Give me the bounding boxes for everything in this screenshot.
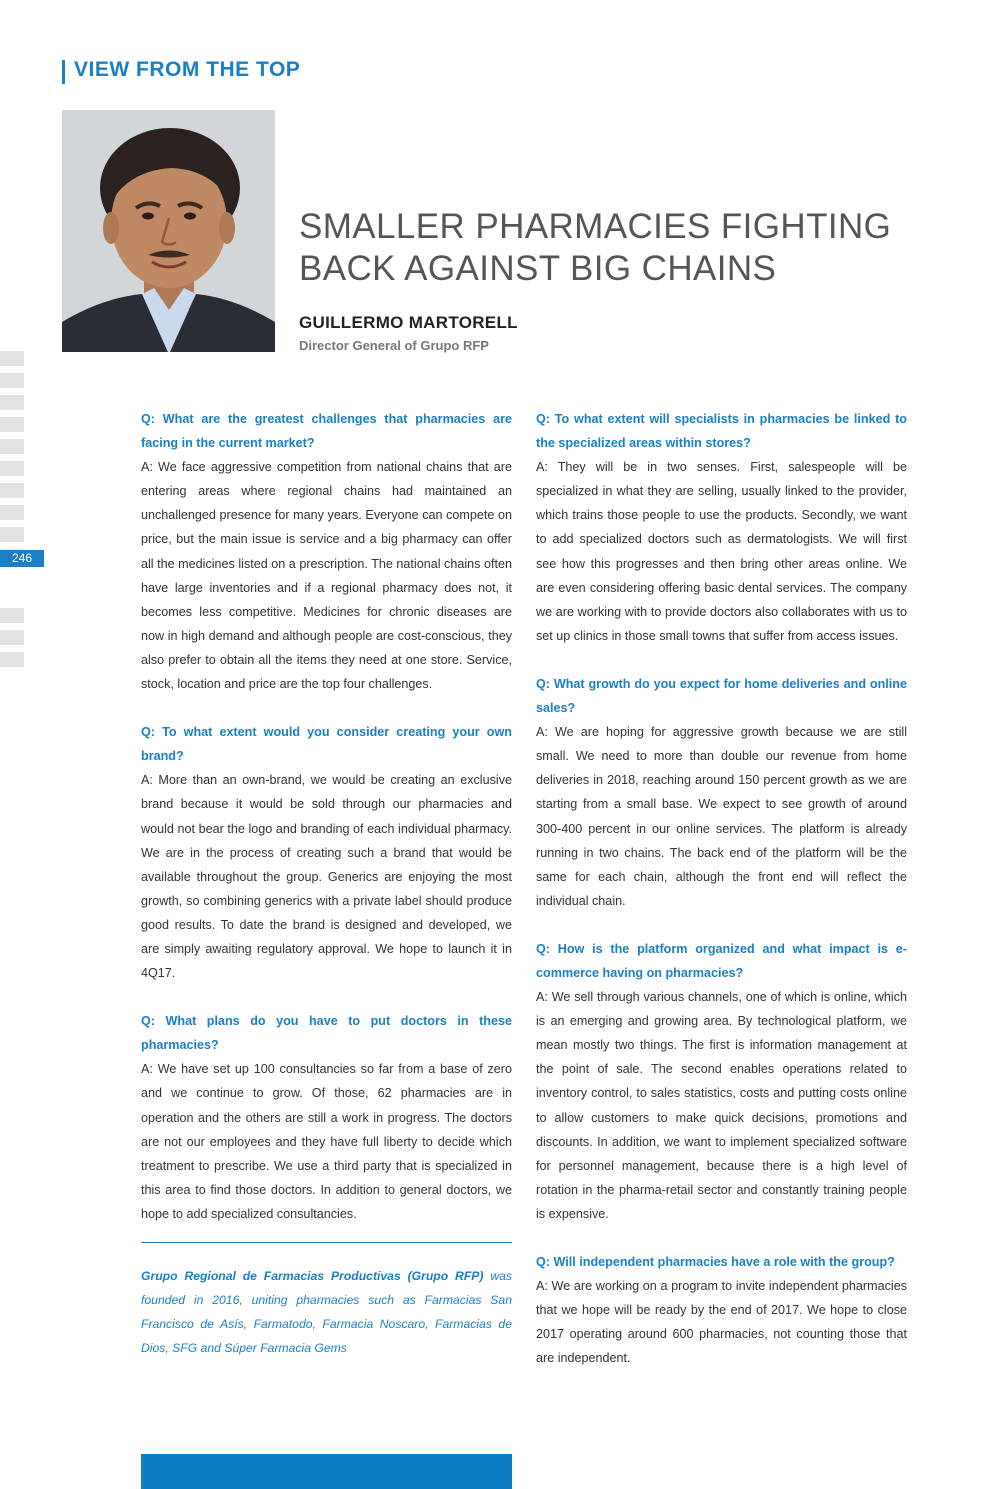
side-tab	[0, 483, 24, 498]
question: Q: What growth do you expect for home deliveries and online sales?	[536, 676, 907, 716]
question: Q: What are the greatest challenges that pharmacies are facing in the current market?	[141, 412, 512, 451]
interviewee-name: GUILLERMO MARTORELL	[299, 313, 518, 332]
side-tab-strip	[0, 351, 24, 674]
side-tab	[0, 439, 24, 454]
side-tab	[0, 395, 24, 410]
answer: A: They will be in two senses. First, salespeople will be specialized in what they are selling, usually linked to the provider, which trains those people to use the products. Secondly, we want to add specialized doctors such as dermatologists. We will first see how this progresses and then bring other areas online. We are even considering offering basic dental services. The company we are working with to provide doctors also collaborates with us to set up clinics in those small towns that suffer from access issues.	[536, 460, 907, 643]
answer: A: We are working on a program to invite independent pharmacies that we hope will be ready by the end of 2017. We hope to close 2017 operating around 600 pharmacies, not counting those that are independent.	[536, 1279, 907, 1366]
interviewee-role: Director General of Grupo RFP	[299, 338, 489, 353]
qa-block	[141, 407, 512, 696]
side-tab	[0, 461, 24, 476]
qa-block	[536, 937, 907, 1226]
answer: A: We sell through various channels, one of which is online, which is an emerging and growing area. By technological platform, we mean mostly two things. The first is information management at the point of sale. The second enables operations related to inventory control, to sales statistics, costs and putting costs online to allow customers to make quick decisions, promotions and discounts. In addition, we want to implement specialized software for personnel management, because there is a high level of rotation in the pharma-retail sector and constantly training people is expensive.	[536, 990, 907, 1221]
company-note	[141, 1264, 512, 1360]
answer: A: We have set up 100 consultancies so far from a base of zero and we continue to grow. Of those, 62 pharmacies are in operation and the others are still a work in progress. The doctors are not our employees and they have full liberty to decide which treatment to prescribe. We use a third party that is specialized in this area to find those doctors. In addition to general doctors, we hope to add specialized consultancies.	[141, 1062, 512, 1221]
question: Q: What plans do you have to put doctors in these pharmacies?	[141, 1014, 512, 1053]
section-title: VIEW FROM THE TOP	[74, 58, 301, 81]
answer: A: We are hoping for aggressive growth because we are still small. We need to more than double our revenue from home deliveries in 2018, reaching around 150 percent growth as we are starting from a small base. We expect to see growth of around 300-400 percent in our online services. The platform is already running in two chains. The back end of the platform will be the same for each chain, although the front end will reflect the individual chain.	[536, 725, 907, 908]
divider-rule	[141, 1242, 512, 1243]
side-tab	[0, 373, 24, 388]
qa-block	[141, 1009, 512, 1226]
side-tab	[0, 608, 24, 623]
question: Q: To what extent will specialists in pharmacies be linked to the specialized areas within stores?	[536, 412, 907, 451]
side-tab	[0, 527, 24, 542]
section-accent-bar	[62, 60, 65, 84]
qa-block	[141, 720, 512, 985]
article-headline: SMALLER PHARMACIES FIGHTING BACK AGAINST BIG CHAINS	[299, 207, 892, 288]
bottom-accent-bar	[141, 1454, 512, 1489]
side-tab	[0, 630, 24, 645]
right-column	[536, 407, 907, 1370]
qa-block	[536, 407, 907, 648]
left-column	[141, 407, 512, 1360]
answer: A: We face aggressive competition from national chains that are entering areas where regional chains had maintained an unchallenged presence for many years. Everyone can compete on price, but the main issue is service and a big pharmacy can offer all the medicines listed on a prescription. The national chains often have large inventories and if a regional pharmacy does not, it becomes less competitive. Medicines for chronic diseases are now in high demand and although people are cost-conscious, they also prefer to obtain all the items they need at one store. Service, stock, location and price are the top four challenges.	[141, 460, 512, 692]
side-tab	[0, 351, 24, 366]
question: Q: How is the platform organized and what impact is e-commerce having on pharmacies?	[536, 941, 907, 980]
portrait-illustration	[62, 110, 275, 352]
company-note-text: was founded in 2016, uniting pharmacies such as Farmacias San Francisco de Asís, Farmatodo, Farmacia Noscaro, Farmacias de Dios, SFG and Súper Farmacia Gems	[141, 1269, 513, 1355]
portrait-photo	[62, 110, 275, 352]
company-note-name: Grupo Regional de Farmacias Productivas (Grupo RFP)	[141, 1269, 484, 1283]
qa-block	[536, 672, 907, 913]
page-number: 246	[0, 550, 44, 567]
answer: A: More than an own-brand, we would be creating an exclusive brand because it would be sold through our pharmacies and would not bear the logo and branding of each individual pharmacy. We are in the process of creating such a brand that would be available throughout the group. Generics are enjoying the most growth, so combining generics with a private label should produce good results. To date the brand is designed and developed, we are simply awaiting regulatory approval. We hope to launch it in 4Q17.	[141, 773, 512, 981]
question: Q: Will independent pharmacies have a role with the group?	[536, 1255, 895, 1269]
side-tab	[0, 505, 24, 520]
qa-block	[536, 1250, 907, 1370]
side-tab	[0, 652, 24, 667]
side-tab	[0, 417, 24, 432]
question: Q: To what extent would you consider creating your own brand?	[141, 725, 512, 764]
